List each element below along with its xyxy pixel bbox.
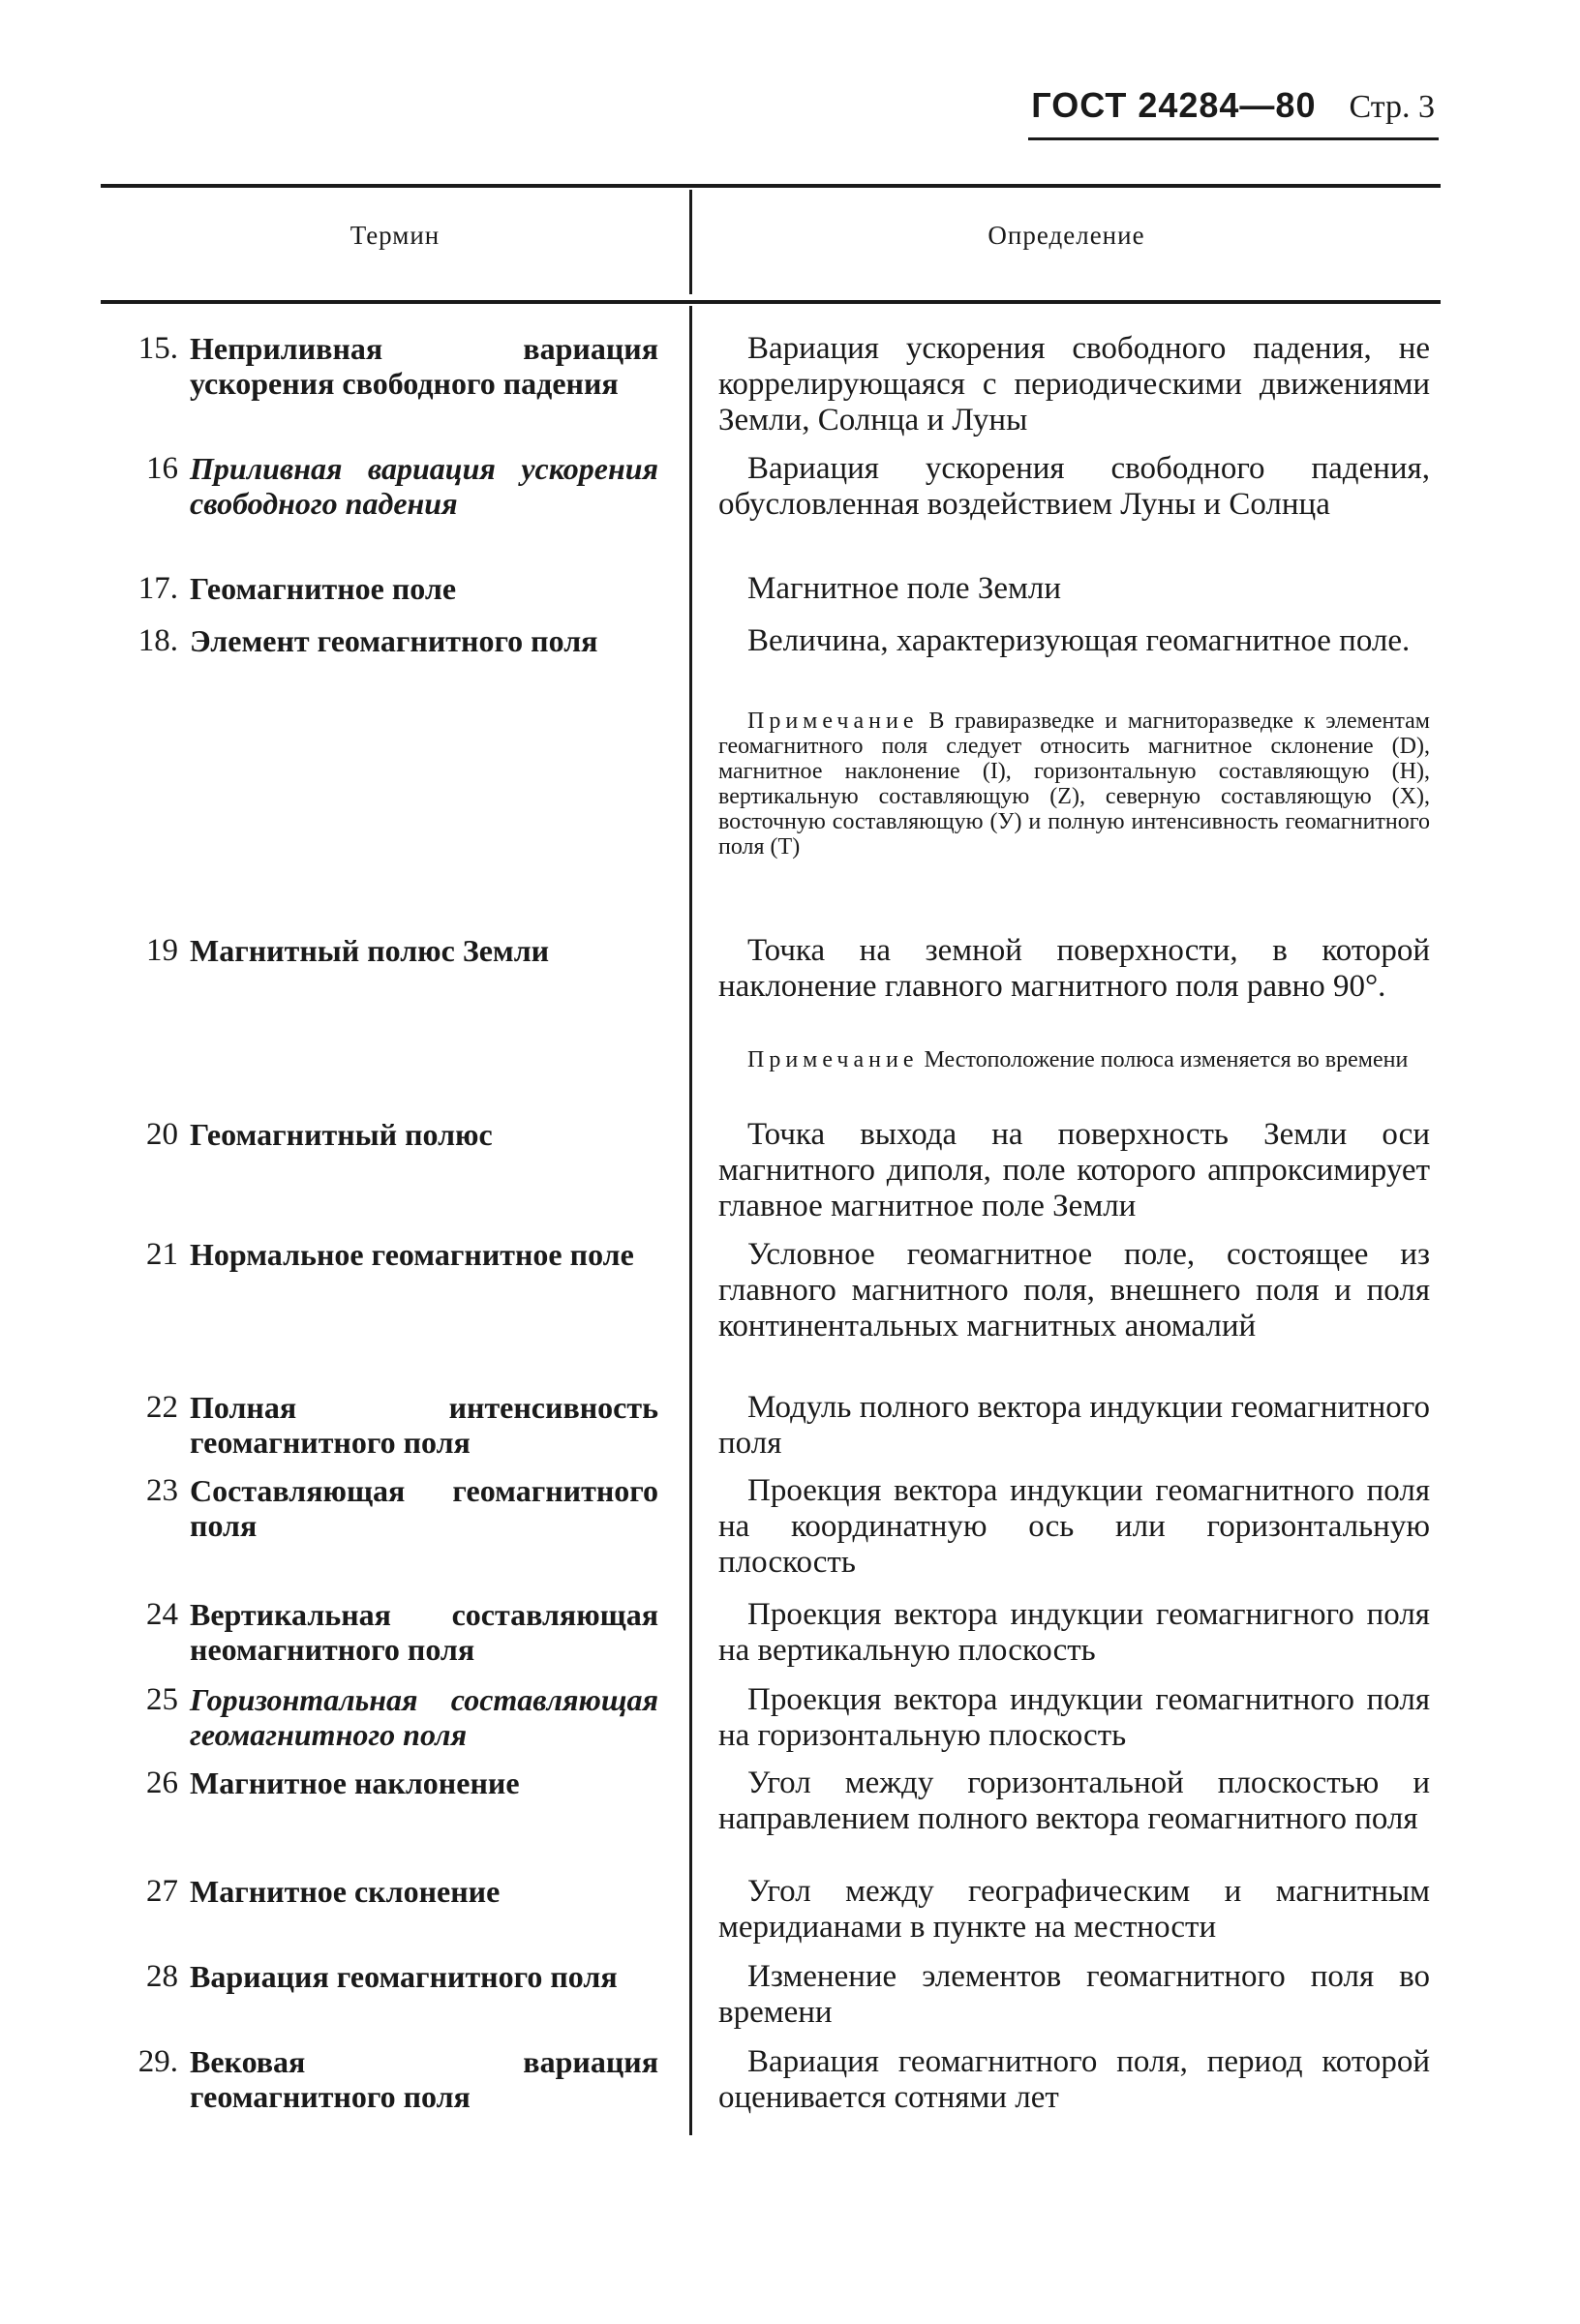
term-number: 26 (146, 1766, 178, 1800)
definition-text: Вариация ускорения свободного падения, не коррелирующаяся с периодическими движениями Земли, Солнца и Луны (718, 331, 1430, 438)
term-number: 27 (146, 1874, 178, 1909)
column-header-definition: Определение (988, 221, 1145, 250)
term-number: 17. (137, 571, 178, 606)
note-label: Примечание (747, 1047, 919, 1072)
table-top-rule (101, 184, 1441, 188)
term-number: 21 (146, 1237, 178, 1272)
term-text: Вековая вариация геомагнитного поля (190, 2044, 658, 2114)
definition-text: Условное геомагнитное поле, состоящее из главного магнитного поля, внешнего поля и поля континентальных магнитных аномалий (718, 1237, 1430, 1343)
page-header (1031, 85, 1435, 126)
definition-text: Угол между горизонтальной плоскостью и направлением полного вектора геомагнитного поля (718, 1766, 1430, 1836)
term-text: Вариация геомагнитного поля (190, 1959, 618, 1994)
definition-text: Проекция вектора индукции геомагнитного поля на горизонтальную плоскость (718, 1682, 1430, 1753)
note-text: Местоположение полюса изменяется во времени (924, 1047, 1409, 1072)
term-text: Геомагнитный полюс (190, 1117, 493, 1152)
term-text: Приливная вариация ускорения свободного падения (190, 451, 658, 521)
term-number: 18. (137, 623, 178, 658)
term-text: Магнитное наклонение (190, 1766, 520, 1800)
term-text: Магнитное склонение (190, 1874, 501, 1909)
definition-note (718, 709, 1430, 860)
definition-text: Вариация ускорения свободного падения, обусловленная воздействием Луны и Солнца (718, 451, 1430, 522)
definition-text: Проекция вектора индукции геомагнигного поля на вертикальную плоскость (718, 1597, 1430, 1668)
definition-text: Вариация геомагнитного поля, период которой оценивается сотнями лет (718, 2044, 1430, 2115)
definition-note (718, 1047, 1430, 1072)
term-text: Неприливная вариация ускорения свободного падения (190, 331, 658, 401)
term-number: 19 (146, 933, 178, 968)
definition-text: Изменение элементов геомагнитного поля во времени (718, 1959, 1430, 2030)
table-header-rule (101, 300, 1441, 304)
term-number: 22 (146, 1390, 178, 1425)
standard-number: ГОСТ 24284—80 (1031, 85, 1317, 125)
definition-text: Величина, характеризующая геомагнитное поле. (747, 623, 1411, 658)
term-text: Вертикальная составляющая неомагнитного поля (190, 1597, 658, 1667)
term-text: Магнитный полюс Земли (190, 933, 550, 968)
definition-text: Модуль полного вектора индукции геомагнитного поля (718, 1390, 1430, 1461)
note-label: Примечание (747, 709, 919, 734)
term-text: Нормальное геомагнитное поле (190, 1237, 634, 1272)
term-number: 23 (146, 1473, 178, 1508)
definition-text: Точка на земной поверхности, в которой наклонение главного магнитного поля равно 90°. (718, 933, 1430, 1004)
definition-text: Точка выхода на поверхность Земли оси магнитного диполя, поле которого аппроксимирует главное магнитное поле Земли (718, 1117, 1430, 1223)
term-text: Полная интенсивность геомагнитного поля (190, 1390, 658, 1460)
term-number: 28 (146, 1959, 178, 1994)
term-text: Горизонтальная составляющая геомагнитного поля (190, 1682, 658, 1752)
term-number: 16 (146, 451, 178, 486)
column-header-term: Термин (349, 221, 441, 250)
term-text: Геомагнитное поле (190, 571, 457, 606)
column-divider (689, 306, 692, 2135)
note-text: В гравиразведке и магниторазведке к элементам геомагнитного поля следует относить магнитное склонение (D), магнитное наклонение (I), горизонтальную составляющую (H), вертикальную составляющую (Z), северную составляющую (X), восточную составляющую (У) и полную интенсивность геомагнитного поля (T) (718, 709, 1430, 860)
term-number: 29. (137, 2044, 178, 2079)
term-number: 24 (146, 1597, 178, 1632)
definition-text: Магнитное поле Земли (747, 571, 1062, 606)
page-number: Стр. 3 (1349, 89, 1435, 125)
term-text: Элемент геомагнитного поля (190, 623, 598, 658)
term-number: 20 (146, 1117, 178, 1152)
header-rule (1028, 137, 1439, 140)
term-number: 25 (146, 1682, 178, 1717)
definition-text: Проекция вектора индукции геомагнитного поля на координатную ось или горизонтальную плоскость (718, 1473, 1430, 1580)
term-text: Составляющая геомагнитного поля (190, 1473, 658, 1543)
definition-text: Угол между географическим и магнитным меридианами в пункте на местности (718, 1874, 1430, 1945)
term-number: 15. (137, 331, 178, 366)
